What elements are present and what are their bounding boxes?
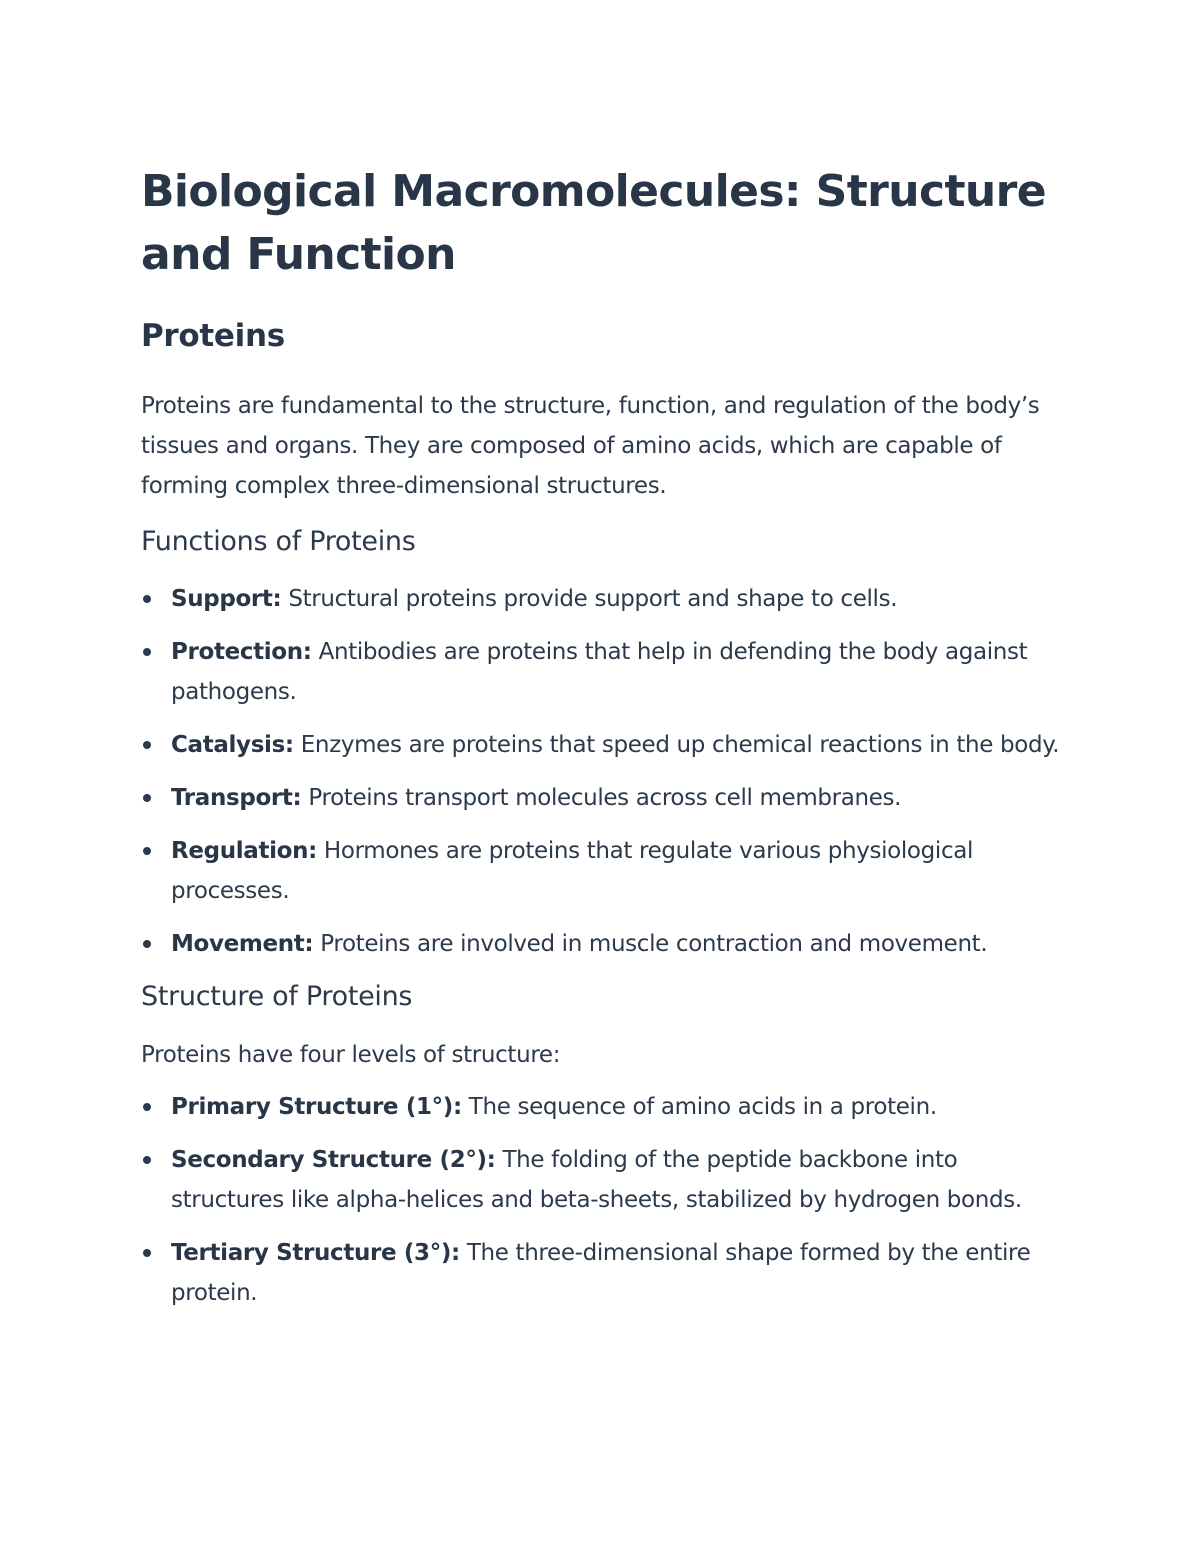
list-item-text: Proteins are involved in muscle contraction and movement.	[313, 931, 988, 957]
list-item	[141, 778, 1060, 818]
subsection-heading-structure: Structure of Proteins	[141, 981, 413, 1012]
list-item-term: Support:	[171, 586, 282, 612]
list-item-text: The three-dimensional shape formed by the entire protein.	[171, 1240, 1031, 1306]
list-item-text: Proteins transport molecules across cell membranes.	[301, 785, 902, 811]
list-item	[141, 924, 1060, 964]
bullet-icon	[143, 648, 151, 656]
list-item-term: Transport:	[171, 785, 302, 811]
list-item-term: Catalysis:	[171, 732, 294, 758]
list-item-text: Enzymes are proteins that speed up chemical reactions in the body.	[293, 732, 1060, 758]
list-item	[141, 1087, 1060, 1127]
bullet-icon	[143, 1249, 151, 1257]
bullet-icon	[143, 741, 151, 749]
list-item-text: Hormones are proteins that regulate various physiological processes.	[171, 838, 974, 904]
functions-list	[141, 579, 1060, 964]
bullet-icon	[143, 940, 151, 948]
subsection-heading-functions: Functions of Proteins	[141, 526, 416, 557]
list-item-term: Regulation:	[171, 838, 317, 864]
list-item-term: Movement:	[171, 931, 314, 957]
list-item	[141, 1233, 1060, 1313]
list-item-term: Secondary Structure (2°):	[171, 1147, 496, 1173]
proteins-intro-paragraph: Proteins are fundamental to the structure, function, and regulation of the body’s tissues and organs. They are composed of amino acids, which are capable of forming complex three-dimensional structures.	[141, 393, 1040, 499]
structure-intro-paragraph: Proteins have four levels of structure:	[141, 1042, 561, 1068]
list-item-text: Antibodies are proteins that help in defending the body against pathogens.	[171, 639, 1028, 705]
bullet-icon	[143, 1156, 151, 1164]
list-item-text: Structural proteins provide support and shape to cells.	[281, 586, 898, 612]
bullet-icon	[143, 847, 151, 855]
section-heading-proteins: Proteins	[141, 318, 285, 354]
list-item	[141, 632, 1060, 712]
structure-list	[141, 1087, 1060, 1313]
list-item-term: Primary Structure (1°):	[171, 1094, 462, 1120]
list-item-text: The folding of the peptide backbone into structures like alpha-helices and beta-sheets, stabilized by hydrogen bonds.	[171, 1147, 1022, 1213]
list-item	[141, 1140, 1060, 1220]
bullet-icon	[143, 794, 151, 802]
page-title: Biological Macromolecules: Structure and Function	[141, 166, 1046, 280]
bullet-icon	[143, 595, 151, 603]
list-item	[141, 579, 1060, 619]
bullet-icon	[143, 1103, 151, 1111]
list-item-term: Protection:	[171, 639, 312, 665]
list-item-text: The sequence of amino acids in a protein.	[461, 1094, 937, 1120]
list-item	[141, 725, 1060, 765]
list-item-term: Tertiary Structure (3°):	[171, 1240, 460, 1266]
list-item	[141, 831, 1060, 911]
